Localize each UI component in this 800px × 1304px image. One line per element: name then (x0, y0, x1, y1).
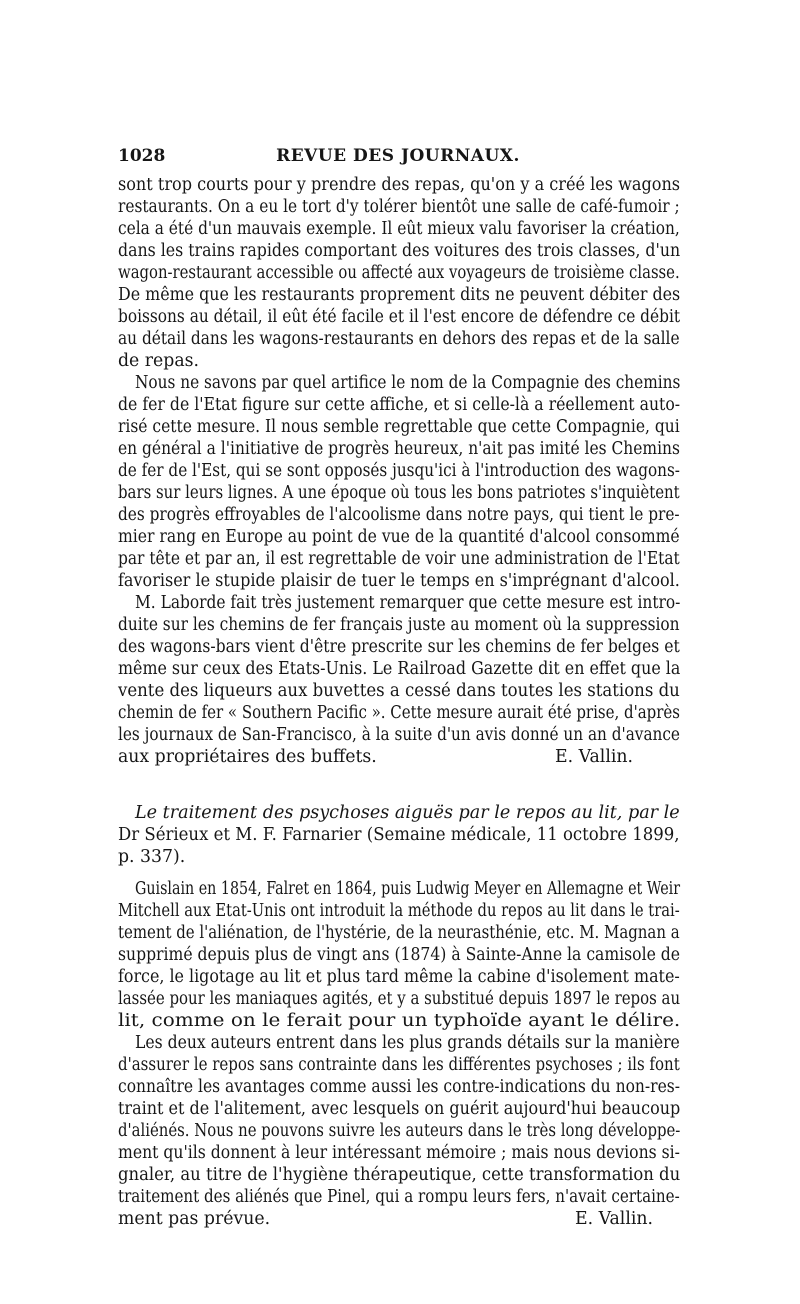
text-line: d'aliénés. Nous ne pouvons suivre les auteurs dans le très long développe- (118, 1121, 681, 1141)
text-line: des wagons-bars vient d'être prescrite sur les chemins de fer belges et (118, 637, 680, 657)
text-line: par tête et par an, il est regrettable de voir une administration de l'Etat (118, 549, 680, 569)
text-line: Mitchell aux Etat-Unis ont introduit la méthode du repos au lit dans le trai- (118, 901, 680, 921)
text-line: favoriser le stupide plaisir de tuer le temps en s'imprégnant d'alcool. (118, 571, 680, 591)
text-line: sont trop courts pour y prendre des repas, qu'on y a créé les wagons (118, 175, 681, 195)
text-line: ment qu'ils donnent à leur intéressant mémoire ; mais nous devions si- (118, 1143, 680, 1163)
text-line: lit, comme on le ferait pour un typhoïde ayant le délire. (118, 1011, 681, 1031)
text-line: Guislain en 1854, Falret en 1864, puis Ludwig Meyer en Allemagne et Weir (135, 879, 681, 899)
text-line: traitement des aliénés que Pinel, qui a rompu leurs fers, n'avait certaine- (118, 1187, 680, 1207)
text-line: lassée pour les maniaques agités, et y a substitué depuis 1897 le repos au (118, 989, 681, 1009)
signature: E. Vallin. (555, 747, 634, 767)
text-line: boissons au détail, il eût été facile et il l'est encore de défendre ce débit (118, 307, 681, 327)
text-line: même sur ceux des Etats-Unis. Le Railroad Gazette dit en effet que la (118, 659, 681, 679)
text-line: ment pas prévue. (118, 1209, 271, 1229)
text-line: au détail dans les wagons-restaurants en dehors des repas et de la salle (118, 329, 680, 349)
text-line: dans les trains rapides comportant des voitures des trois classes, d'un (118, 241, 681, 261)
text-line: chemin de fer « Southern Pacific ». Cette mesure aurait été prise, d'après (118, 703, 680, 723)
journal-title: REVUE DES JOURNAUX. (276, 146, 520, 166)
text-line: de fer de l'Etat figure sur cette affiche, et si celle-là a réellement auto- (118, 395, 681, 415)
text-line: les journaux de San-Francisco, à la suite d'un avis donné un an d'avance (118, 725, 680, 745)
page-number: 1028 (118, 146, 166, 166)
text-line: cela a été d'un mauvais exemple. Il eût mieux valu favoriser la création, (118, 219, 680, 239)
text-line: d'assurer le repos sans contrainte dans les différentes psychoses ; ils font (118, 1055, 680, 1075)
text-line: traint et de l'alitement, avec lesquels on guérit aujourd'hui beaucoup (118, 1099, 681, 1119)
text-line: duite sur les chemins de fer français juste au moment où la suppression (118, 615, 680, 635)
text-line: restaurants. On a eu le tort d'y tolérer bientôt une salle de café-fumoir ; (118, 197, 680, 217)
signature: E. Vallin. (575, 1209, 654, 1229)
text-line: gnaler, au titre de l'hygiène thérapeutique, cette transformation du (118, 1165, 681, 1185)
text-line: bars sur leurs lignes. A une époque où tous les bons patriotes s'inquiètent (118, 483, 680, 503)
text-line: De même que les restaurants proprement dits ne peuvent débiter des (118, 285, 681, 305)
text-line: aux propriétaires des buffets. (118, 747, 377, 767)
text-line: supprimé depuis plus de vingt ans (1874) à Sainte-Anne la camisole de (118, 945, 681, 965)
article-heading-line: Dr Sérieux et M. F. Farnarier (Semaine médicale, 11 octobre 1899, (118, 825, 680, 845)
text-line: en général a l'initiative de progrès heureux, n'ait pas imité les Chemins (118, 439, 680, 459)
text-line: vente des liqueurs aux buvettes a cessé dans toutes les stations du (118, 681, 680, 701)
article-heading-line: p. 337). (118, 847, 186, 867)
paragraph-start-line (135, 372, 680, 394)
text-line: des progrès effroyables de l'alcoolisme dans notre pays, qui tient le pre- (118, 505, 680, 525)
text-line: force, le ligotage au lit et plus tard même la cabine d'isolement mate- (118, 967, 680, 987)
text-line: tement de l'aliénation, de l'hystérie, de la neurasthénie, etc. M. Magnan a (118, 923, 680, 943)
text-line: risé cette mesure. Il nous semble regrettable que cette Compagnie, qui (118, 417, 680, 437)
text-line: mier rang en Europe au point de vue de la quantité d'alcool consommé (118, 527, 680, 547)
text-line: de fer de l'Est, qui se sont opposés jusqu'ici à l'introduction des wagons- (118, 461, 680, 481)
article-heading-line: Le traitement des psychoses aiguës par le repos au lit, par le (135, 803, 680, 823)
text-line: M. Laborde fait très justement remarquer que cette mesure est intro- (135, 593, 681, 613)
running-head (118, 146, 678, 170)
text-line: wagon-restaurant accessible ou affecté aux voyageurs de troisième classe. (118, 263, 680, 283)
text-line: Les deux auteurs entrent dans les plus grands détails sur la manière (135, 1033, 680, 1053)
line-part: Nous ne savons par quel artifice le nom de la Compagnie des chemins (135, 373, 681, 393)
text-line: de repas. (118, 351, 199, 371)
text-line: connaître les avantages comme aussi les contre-indications du non-res- (118, 1077, 680, 1097)
